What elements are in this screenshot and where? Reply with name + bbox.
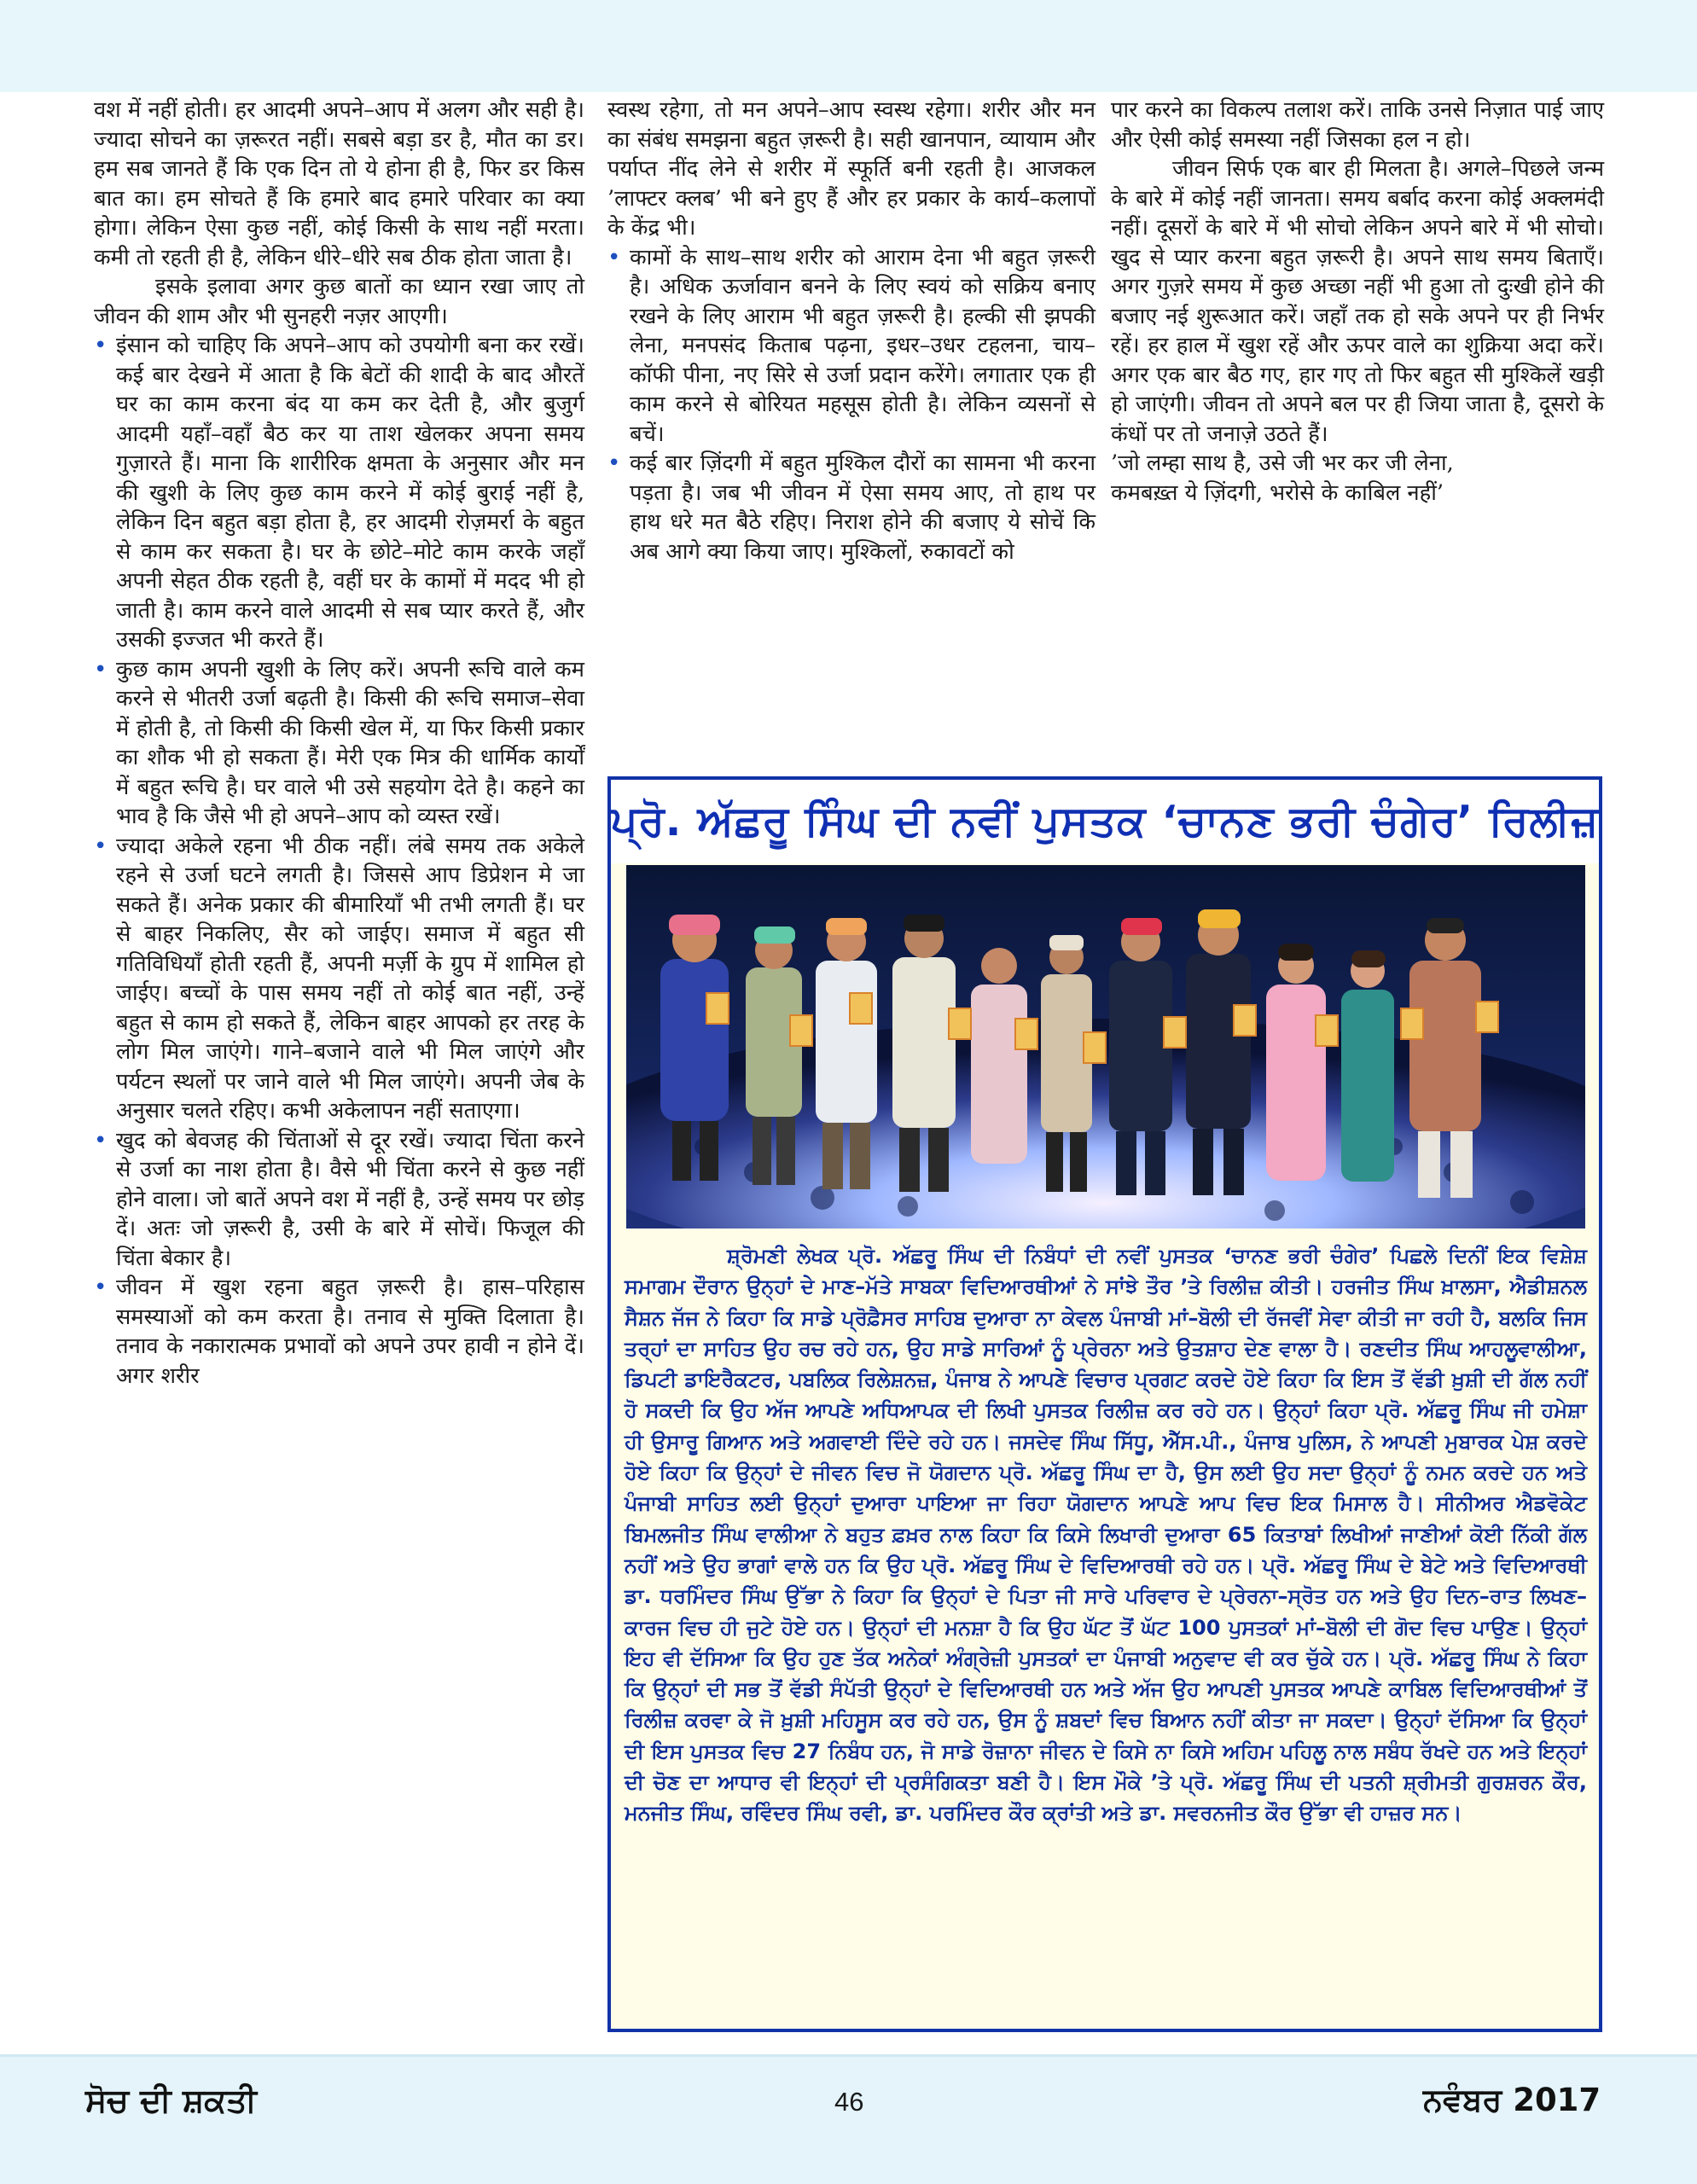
col1-bullet-list xyxy=(94,331,584,1391)
article-column-2 xyxy=(607,96,1095,566)
col2-bullet-item: • कामों के साथ–साथ शरीर को आराम देना भी बहुत ज़रूरी है। अधिक ऊर्जावान बनने के लिए स्वयं को सक्रिय बनाए रखने के लिए आराम भी बहुत ज़रूरी है। हल्की सी झपकी लेना, मनपसंद किताब पढ़ना, इधर–उधर टहलना, चाय–कॉफी पीना, नए सिरे से उर्जा प्रदान करेंगे। लगातार एक ही काम करने से बोरियत महसूस होती है। लेकिन व्यसनों से बचें। xyxy=(607,243,1095,450)
col1-bullet-item: • खुद को बेवजह की चिंताओं से दूर रखें। ज्यादा चिंता करने से उर्जा का नाश होता है। वैसे भी चिंता करने से कुछ नहीं होने वाला। जो बातें अपने वश में नहीं है, उन्हें समय पर छोड़ दें। अतः जो ज़रूरी है, उसी के बारे में सोचें। फिजूल की चिंता बेकार है। xyxy=(94,1126,584,1274)
article-column-1 xyxy=(94,96,584,1391)
news-box xyxy=(607,776,1602,2032)
col2-bullet-item: • कई बार ज़िंदगी में बहुत मुश्किल दौरों का सामना भी करना पड़ता है। जब भी जीवन में ऐसा समय आए, तो हाथ पर हाथ धरे मत बैठे रहिए। निराश होने की बजाए ये सोचें कि अब आगे क्या किया जाए। मुश्किलों, रुकावटों को xyxy=(607,449,1095,566)
news-story xyxy=(625,1240,1587,1829)
col3-quote-line-2: कमबख़्त ये ज़िंदगी, भरोसे के काबिल नहीं’ xyxy=(1111,479,1444,506)
col1-bullet-item: • इंसान को चाहिए कि अपने–आप को उपयोगी बना कर रखें। कई बार देखने में आता है कि बेटों की शादी के बाद औरतें घर का काम करना बंद या कम कर देती है, और बुजुर्ग आदमी यहाँ–वहाँ बैठ कर या ताश खेलकर अपना समय गुज़ारते हैं। माना कि शारीरिक क्षमता के अनुसार और मन की खुशी के लिए कुछ काम करने में कोई बुराई नहीं है, लेकिन दिन बहुत बड़ा होता है, हर आदमी रोज़मर्रा के बहुत से काम कर सकता है। घर के छोटे–मोटे काम करके जहाँ अपनी सेहत ठीक रहती है, वहीं घर के कामों में मदद भी हो जाती है। काम करने वाले आदमी से सब प्यार करते हैं, और उसकी इज्जत भी करते हैं। xyxy=(94,331,584,655)
col2-bullet-list xyxy=(607,243,1095,567)
col3-paragraph-1: पार करने का विकल्प तलाश करें। ताकि उनसे निज़ात पाई जाए और ऐसी कोई समस्या नहीं जिसका हल न हो। xyxy=(1111,97,1604,153)
top-band xyxy=(0,0,1697,92)
footer-rule xyxy=(0,2054,1697,2057)
book-release-photo-illustration xyxy=(626,865,1585,1228)
news-headline: ਪ੍ਰੋ. ਅੱਛਰੂ ਸਿੰਘ ਦੀ ਨਵੀਂ ਪੁਸਤਕ ‘ਚਾਨਣ ਭਰੀ ਚੰਗੇਰ’ ਰਿਲੀਜ਼ xyxy=(611,780,1599,863)
col1-paragraph-1: वश में नहीं होती। हर आदमी अपने–आप में अलग और सही है। ज्यादा सोचने का ज़रूरत नहीं। सबसे बड़ा डर है, मौत का डर। हम सब जानते हैं कि एक दिन तो ये होना ही है, फिर डर किस बात का। हम सोचते हैं कि हमारे बाद हमारे परिवार का क्या होगा। लेकिन ऐसा कुछ नहीं, कोई किसी के साथ नहीं मरता। कमी तो रहती ही है, लेकिन धीरे–धीरे सब ठीक होता जाता है। xyxy=(94,97,584,270)
col3-paragraph-2: जीवन सिर्फ एक बार ही मिलता है। अगले–पिछले जन्म के बारे में कोई नहीं जानता। समय बर्बाद करना कोई अक्लमंदी नहीं। दूसरों के बारे में भी सोचो लेकिन अपने बारे में भी सोचो। खुद से प्यार करना बहुत ज़रूरी है। अपने साथ समय बिताएँ। अगर गुज़रे समय में कुछ अच्छा नहीं भी हुआ तो दुःखी होने की बजाए नई शुरूआत करें। जहाँ तक हो सके अपने पर ही निर्भर रहें। हर हाल में खुश रहें और ऊपर वाले का शुक्रिया अदा करें। अगर एक बार बैठ गए, हार गए तो फिर बहुत सी मुश्किलें खड़ी हो जाएंगी। जीवन तो अपने बल पर ही जिया जाता है, दूसरो के कंधों पर तो जनाज़े उठते हैं। xyxy=(1111,156,1604,447)
col1-bullet-item: • जीवन में खुश रहना बहुत ज़रूरी है। हास–परिहास समस्याओं को कम करता है। तनाव से मुक्ति दिलाता है। तनाव के नकारात्मक प्रभावों को अपने उपर हावी न होने दें। अगर शरीर xyxy=(94,1273,584,1391)
news-story-paragraph: ਸ਼੍ਰੋਮਣੀ ਲੇਖਕ ਪ੍ਰੋ. ਅੱਛਰੂ ਸਿੰਘ ਦੀ ਨਿਬੰਧਾਂ ਦੀ ਨਵੀਂ ਪੁਸਤਕ ‘ਚਾਨਣ ਭਰੀ ਚੰਗੇਰ’ ਪਿਛਲੇ ਦਿਨੀਂ ਇਕ ਵਿਸ਼ੇਸ਼ ਸਮਾਗਮ ਦੌਰਾਨ ਉਨ੍ਹਾਂ ਦੇ ਮਾਣ–ਮੱਤੇ ਸਾਬਕਾ ਵਿਦਿਆਰਥੀਆਂ ਨੇ ਸਾਂਝੇ ਤੌਰ ’ਤੇ ਰਿਲੀਜ਼ ਕੀਤੀ। ਹਰਜੀਤ ਸਿੰਘ ਖ਼ਾਲਸਾ, ਐਡੀਸ਼ਨਲ ਸੈਸ਼ਨ ਜੱਜ ਨੇ ਕਿਹਾ ਕਿ ਸਾਡੇ ਪ੍ਰੋਫ਼ੈਸਰ ਸਾਹਿਬ ਦੁਆਰਾ ਨਾ ਕੇਵਲ ਪੰਜਾਬੀ ਮਾਂ–ਬੋਲੀ ਦੀ ਰੱਜਵੀਂ ਸੇਵਾ ਕੀਤੀ ਜਾ ਰਹੀ ਹੈ, ਬਲਕਿ ਜਿਸ ਤਰ੍ਹਾਂ ਦਾ ਸਾਹਿਤ ਉਹ ਰਚ ਰਹੇ ਹਨ, ਉਹ ਸਾਡੇ ਸਾਰਿਆਂ ਨੂੰ ਪ੍ਰੇਰਨਾ ਅਤੇ ਉਤਸ਼ਾਹ ਦੇਣ ਵਾਲਾ ਹੈ। ਰਣਦੀਤ ਸਿੰਘ ਆਹਲੂਵਾਲੀਆ, ਡਿਪਟੀ ਡਾਇਰੈਕਟਰ, ਪਬਲਿਕ ਰਿਲੇਸ਼ਨਜ਼, ਪੰਜਾਬ ਨੇ ਆਪਣੇ ਵਿਚਾਰ ਪ੍ਰਗਟ ਕਰਦੇ ਹੋਏ ਕਿਹਾ ਕਿ ਇਸ ਤੋਂ ਵੱਡੀ ਖ਼ੁਸ਼ੀ ਦੀ ਗੱਲ ਨਹੀਂ ਹੋ ਸਕਦੀ ਕਿ ਉਹ ਅੱਜ ਆਪਣੇ ਅਧਿਆਪਕ ਦੀ ਲਿਖੀ ਪੁਸਤਕ ਰਿਲੀਜ਼ ਕਰ ਰਹੇ ਹਨ। ਉਨ੍ਹਾਂ ਕਿਹਾ ਪ੍ਰੋ. ਅੱਛਰੂ ਸਿੰਘ ਜੀ ਹਮੇਸ਼ਾ ਹੀ ਉਸਾਰੂ ਗਿਆਨ ਅਤੇ ਅਗਵਾਈ ਦਿੰਦੇ ਰਹੇ ਹਨ। ਜਸਦੇਵ ਸਿੰਘ ਸਿੱਧੂ, ਐੱਸ.ਪੀ., ਪੰਜਾਬ ਪੁਲਿਸ, ਨੇ ਆਪਣੀ ਮੁਬਾਰਕ ਪੇਸ਼ ਕਰਦੇ ਹੋਏ ਕਿਹਾ ਕਿ ਉਨ੍ਹਾਂ ਦੇ ਜੀਵਨ ਵਿਚ ਜੋ ਯੋਗਦਾਨ ਪ੍ਰੋ. ਅੱਛਰੂ ਸਿੰਘ ਦਾ ਹੈ, ਉਸ ਲਈ ਉਹ ਸਦਾ ਉਨ੍ਹਾਂ ਨੂੰ ਨਮਨ ਕਰਦੇ ਹਨ ਅਤੇ ਪੰਜਾਬੀ ਸਾਹਿਤ ਲਈ ਉਨ੍ਹਾਂ ਦੁਆਰਾ ਪਾਇਆ ਜਾ ਰਿਹਾ ਯੋਗਦਾਨ ਆਪਣੇ ਆਪ ਵਿਚ ਇਕ ਮਿਸਾਲ ਹੈ। ਸੀਨੀਅਰ ਐਡਵੋਕੇਟ ਬਿਮਲਜੀਤ ਸਿੰਘ ਵਾਲੀਆ ਨੇ ਬਹੁਤ ਫ਼ਖ਼ਰ ਨਾਲ ਕਿਹਾ ਕਿ ਕਿਸੇ ਲਿਖਾਰੀ ਦੁਆਰਾ 65 ਕਿਤਾਬਾਂ ਲਿਖੀਆਂ ਜਾਣੀਆਂ ਕੋਈ ਨਿੱਕੀ ਗੱਲ ਨਹੀਂ ਅਤੇ ਉਹ ਭਾਗਾਂ ਵਾਲੇ ਹਨ ਕਿ ਉਹ ਪ੍ਰੋ. ਅੱਛਰੂ ਸਿੰਘ ਦੇ ਵਿਦਿਆਰਥੀ ਰਹੇ ਹਨ। ਪ੍ਰੋ. ਅੱਛਰੂ ਸਿੰਘ ਦੇ ਬੇਟੇ ਅਤੇ ਵਿਦਿਆਰਥੀ ਡਾ. ਧਰਮਿੰਦਰ ਸਿੰਘ ਉੱਭਾ ਨੇ ਕਿਹਾ ਕਿ ਉਨ੍ਹਾਂ ਦੇ ਪਿਤਾ ਜੀ ਸਾਰੇ ਪਰਿਵਾਰ ਦੇ ਪ੍ਰੇਰਨਾ–ਸ੍ਰੋਤ ਹਨ ਅਤੇ ਉਹ ਦਿਨ–ਰਾਤ ਲਿਖਣ–ਕਾਰਜ ਵਿਚ ਹੀ ਜੁਟੇ ਹੋਏ ਹਨ। ਉਨ੍ਹਾਂ ਦੀ ਮਨਸ਼ਾ ਹੈ ਕਿ ਉਹ ਘੱਟ ਤੋਂ ਘੱਟ 100 ਪੁਸਤਕਾਂ ਮਾਂ–ਬੋਲੀ ਦੀ ਗੋਦ ਵਿਚ ਪਾਉਣ। ਉਨ੍ਹਾਂ ਇਹ ਵੀ ਦੱਸਿਆ ਕਿ ਉਹ ਹੁਣ ਤੱਕ ਅਨੇਕਾਂ ਅੰਗ੍ਰੇਜ਼ੀ ਪੁਸਤਕਾਂ ਦਾ ਪੰਜਾਬੀ ਅਨੁਵਾਦ ਵੀ ਕਰ ਚੁੱਕੇ ਹਨ। ਪ੍ਰੋ. ਅੱਛਰੂ ਸਿੰਘ ਨੇ ਕਿਹਾ ਕਿ ਉਨ੍ਹਾਂ ਦੀ ਸਭ ਤੋਂ ਵੱਡੀ ਸੰਪੱਤੀ ਉਨ੍ਹਾਂ ਦੇ ਵਿਦਿਆਰਥੀ ਹਨ ਅਤੇ ਅੱਜ ਉਹ ਆਪਣੀ ਪੁਸਤਕ ਆਪਣੇ ਕਾਬਿਲ ਵਿਦਿਆਰਥੀਆਂ ਤੋਂ ਰਿਲੀਜ਼ ਕਰਵਾ ਕੇ ਜੋ ਖ਼ੁਸ਼ੀ ਮਹਿਸੂਸ ਕਰ ਰਹੇ ਹਨ, ਉਸ ਨੂੰ ਸ਼ਬਦਾਂ ਵਿਚ ਬਿਆਨ ਨਹੀਂ ਕੀਤਾ ਜਾ ਸਕਦਾ। ਉਨ੍ਹਾਂ ਦੱਸਿਆ ਕਿ ਉਨ੍ਹਾਂ ਦੀ ਇਸ ਪੁਸਤਕ ਵਿਚ 27 ਨਿਬੰਧ ਹਨ, ਜੋ ਸਾਡੇ ਰੋਜ਼ਾਨਾ ਜੀਵਨ ਦੇ ਕਿਸੇ ਨਾ ਕਿਸੇ ਅਹਿਮ ਪਹਿਲੂ ਨਾਲ ਸਬੰਧ ਰੱਖਦੇ ਹਨ ਅਤੇ ਇਨ੍ਹਾਂ ਦੀ ਚੋਣ ਦਾ ਆਧਾਰ ਵੀ ਇਨ੍ਹਾਂ ਦੀ ਪ੍ਰਸੰਗਿਕਤਾ ਬਣੀ ਹੈ। ਇਸ ਮੌਕੇ ’ਤੇ ਪ੍ਰੋ. ਅੱਛਰੂ ਸਿੰਘ ਦੀ ਪਤਨੀ ਸ਼੍ਰੀਮਤੀ ਗੁਰਸ਼ਰਨ ਕੌਰ, ਮਨਜੀਤ ਸਿੰਘ, ਰਵਿੰਦਰ ਸਿੰਘ ਰਵੀ, ਡਾ. ਪਰਮਿੰਦਰ ਕੌਰ ਕ੍ਰਾਂਤੀ ਅਤੇ ਡਾ. ਸਵਰਨਜੀਤ ਕੌਰ ਉੱਭਾ ਵੀ ਹਾਜ਼ਰ ਸਨ। xyxy=(625,1244,1587,1826)
article-column-3 xyxy=(1111,96,1604,508)
col2-paragraph-1: स्वस्थ रहेगा, तो मन अपने–आप स्वस्थ रहेगा। शरीर और मन का संबंध समझना बहुत ज़रूरी है। सही खानपान, व्यायाम और पर्याप्त नींद लेने से शरीर में स्फूर्ति बनी रहती है। आजकल ’लाफ्टर क्लब’ भी बने हुए हैं और हर प्रकार के कार्य–कलापों के केंद्र भी। xyxy=(607,97,1095,241)
col1-bullet-item: • ज्यादा अकेले रहना भी ठीक नहीं। लंबे समय तक अकेले रहने से उर्जा घटने लगती है। जिससे आप डिप्रेशन मे जा सकते हैं। अनेक प्रकार की बीमारियाँ भी तभी लगती हैं। घर से बाहर निकलिए, सैर को जाईए। समाज में बहुत सी गतिविधियाँ होती रहती हैं, अपनी मर्ज़ी के ग्रुप में शामिल हो जाईए। बच्चों के पास समय नहीं तो कोई बात नहीं, उन्हें बहुत से काम हो सकते हैं, लेकिन बाहर आपको हर तरह के लोग मिल जाएंगे। गाने–बजाने वाले भी मिल जाएंगे और पर्यटन स्थलों पर जाने वाले भी मिल जाएंगे। अपनी जेब के अनुसार चलते रहिए। कभी अकेलापन नहीं सताएगा। xyxy=(94,832,584,1126)
col1-bullet-item: • कुछ काम अपनी खुशी के लिए करें। अपनी रूचि वाले कम करने से भीतरी उर्जा बढ़ती है। किसी की रूचि समाज–सेवा में होती है, तो किसी की किसी खेल में, या फिर किसी प्रकार का शौक भी हो सकता हैं। मेरी एक मित्र की धार्मिक कार्यों में बहुत रूचि है। घर वाले भी उसे सहयोग देते है। कहने का भाव है कि जैसे भी हो अपने–आप को व्यस्त रखें। xyxy=(94,655,584,832)
book-release-photo xyxy=(626,865,1585,1228)
col3-quote-line-1: ’जो लम्हा साथ है, उसे जी भर कर जी लेना, xyxy=(1111,450,1454,476)
col1-paragraph-2: इसके इलावा अगर कुछ बातों का ध्यान रखा जाए तो जीवन की शाम और भी सुनहरी नज़र आएगी। xyxy=(94,274,584,329)
issue-date: ਨਵੰਬਰ 2017 xyxy=(1423,2082,1601,2118)
magazine-title: ਸੋਚ ਦੀ ਸ਼ਕਤੀ xyxy=(85,2082,257,2119)
page-number: 46 xyxy=(834,2087,864,2117)
